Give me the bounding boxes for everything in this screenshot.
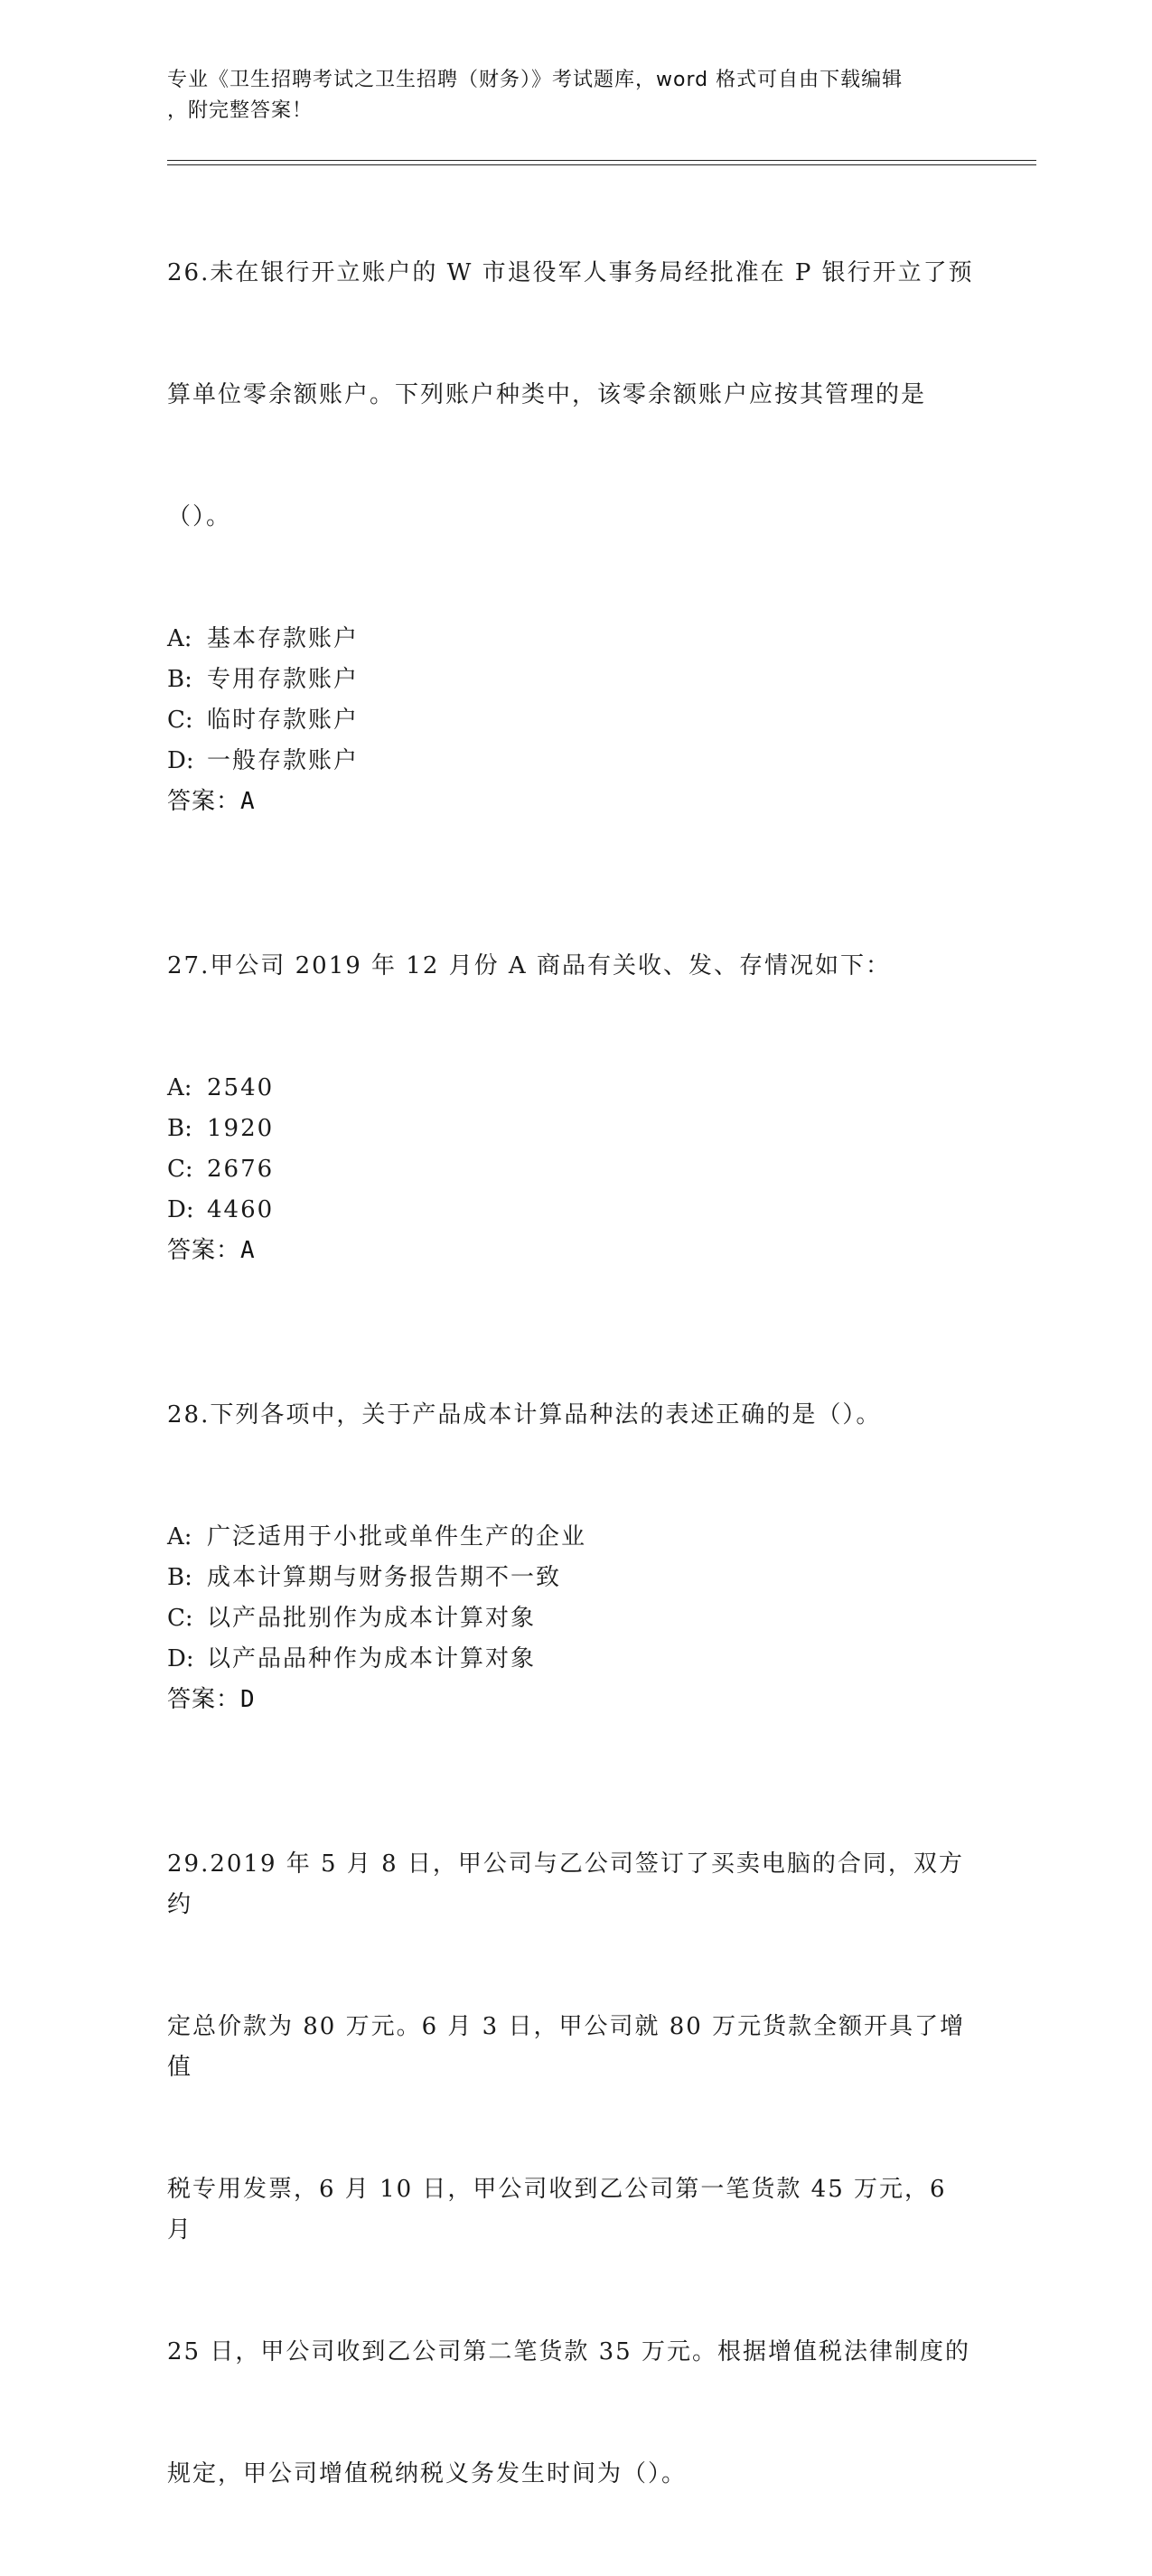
option-text: 1920 bbox=[207, 1115, 275, 1142]
question-stem bbox=[167, 1314, 980, 1517]
option-d bbox=[167, 1639, 980, 1680]
option-key: B: bbox=[167, 1115, 192, 1142]
question-28 bbox=[167, 1314, 980, 1720]
option-text: 专用存款账户 bbox=[207, 666, 360, 693]
stem-line: 28.下列各项中，关于产品成本计算品种法的表述正确的是（）。 bbox=[167, 1401, 882, 1429]
header-divider-top bbox=[167, 160, 1036, 161]
option-key: A: bbox=[167, 625, 192, 652]
question-27 bbox=[167, 865, 980, 1271]
option-text: 基本存款账户 bbox=[207, 625, 360, 652]
question-26 bbox=[167, 172, 980, 822]
header-line-2: ，附完整答案！ bbox=[167, 99, 314, 122]
question-list bbox=[167, 172, 980, 2576]
option-d bbox=[167, 1190, 980, 1231]
option-text: 2676 bbox=[207, 1156, 275, 1183]
option-key: A: bbox=[167, 1523, 192, 1550]
option-text: 广泛适用于小批或单件生产的企业 bbox=[207, 1523, 587, 1550]
answer-line bbox=[167, 1231, 980, 1271]
stem-line: 定总价款为 80 万元。6 月 3 日，甲公司就 80 万元货款全额开具了增值 bbox=[167, 2013, 966, 2081]
option-key: D: bbox=[167, 1196, 194, 1223]
option-text: 以产品品种作为成本计算对象 bbox=[207, 1645, 537, 1672]
question-stem bbox=[167, 1763, 980, 2576]
option-text: 成本计算期与财务报告期不一致 bbox=[207, 1564, 562, 1591]
answer-value: A bbox=[240, 788, 256, 815]
spacer bbox=[167, 1271, 980, 1314]
stem-line: 29.2019 年 5 月 8 日，甲公司与乙公司签订了买卖电脑的合同，双方约 bbox=[167, 1850, 964, 1918]
option-a bbox=[167, 1068, 980, 1109]
stem-line: 税专用发票，6 月 10 日，甲公司收到乙公司第一笔货款 45 万元，6 月 bbox=[167, 2176, 956, 2243]
stem-line: 规定，甲公司增值税纳税义务发生时间为（）。 bbox=[167, 2460, 688, 2487]
option-a bbox=[167, 619, 980, 660]
option-c bbox=[167, 700, 980, 741]
option-text: 临时存款账户 bbox=[207, 707, 360, 734]
answer-label: 答案： bbox=[167, 788, 241, 815]
document-header bbox=[167, 65, 962, 126]
spacer bbox=[167, 1720, 980, 1763]
option-key: A: bbox=[167, 1074, 192, 1101]
option-key: C: bbox=[167, 707, 193, 734]
option-key: D: bbox=[167, 747, 194, 774]
header-divider-bottom bbox=[167, 164, 1036, 165]
stem-line: 26.未在银行开立账户的 W 市退役军人事务局经批准在 P 银行开立了预 bbox=[167, 259, 974, 286]
option-b bbox=[167, 660, 980, 700]
option-d bbox=[167, 741, 980, 782]
option-a bbox=[167, 1517, 980, 1558]
stem-line: 27.甲公司 2019 年 12 月份 A 商品有关收、发、存情况如下： bbox=[167, 952, 891, 979]
option-key: B: bbox=[167, 1564, 192, 1591]
option-key: C: bbox=[167, 1605, 193, 1632]
question-stem bbox=[167, 172, 980, 619]
option-text: 4460 bbox=[207, 1196, 275, 1223]
question-stem bbox=[167, 865, 980, 1068]
option-key: C: bbox=[167, 1156, 193, 1183]
answer-value: D bbox=[240, 1686, 256, 1713]
option-text: 以产品批别作为成本计算对象 bbox=[207, 1605, 537, 1632]
option-text: 一般存款账户 bbox=[207, 747, 360, 774]
option-c bbox=[167, 1149, 980, 1190]
option-text: 2540 bbox=[207, 1074, 275, 1101]
answer-label: 答案： bbox=[167, 1237, 241, 1264]
answer-value: A bbox=[240, 1237, 256, 1264]
stem-line: 25 日，甲公司收到乙公司第二笔货款 35 万元。根据增值税法律制度的 bbox=[167, 2338, 970, 2365]
option-c bbox=[167, 1598, 980, 1639]
stem-line: 算单位零余额账户。下列账户种类中，该零余额账户应按其管理的是 bbox=[167, 381, 927, 408]
stem-line: （）。 bbox=[167, 503, 232, 530]
option-b bbox=[167, 1558, 980, 1598]
option-b bbox=[167, 1109, 980, 1149]
spacer bbox=[167, 822, 980, 865]
option-key: B: bbox=[167, 666, 192, 693]
answer-label: 答案： bbox=[167, 1686, 241, 1713]
header-line-1: 专业《卫生招聘考试之卫生招聘（财务）》考试题库，word 格式可自由下载编辑 bbox=[167, 69, 904, 91]
answer-line bbox=[167, 782, 980, 822]
question-29 bbox=[167, 1763, 980, 2576]
answer-line bbox=[167, 1680, 980, 1720]
option-key: D: bbox=[167, 1645, 194, 1672]
